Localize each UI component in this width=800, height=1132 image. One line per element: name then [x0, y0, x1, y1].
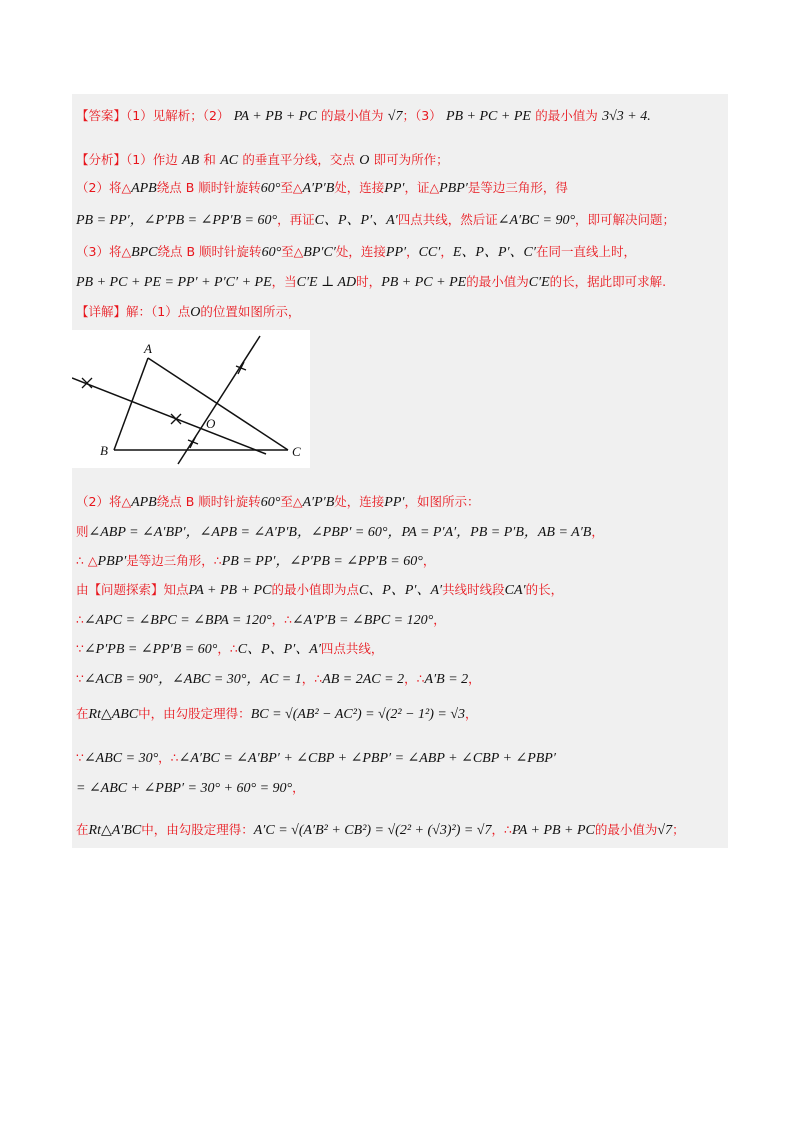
part2-line-7 — [76, 669, 481, 690]
part2-text: 的最小值即为点 — [271, 582, 359, 597]
part2-text: ∵ — [76, 750, 84, 765]
part2-text: 共线时线段 — [442, 582, 505, 597]
answer-expr-2: PB + PC + PE — [445, 109, 531, 124]
math-expr: Rt△ABC — [88, 707, 139, 722]
analysis-text: ， — [440, 244, 453, 259]
analysis-text: ， — [406, 244, 419, 259]
part2-text: ，∴ — [271, 612, 293, 627]
math-expr: APB — [131, 181, 157, 196]
detail-line-1 — [76, 302, 300, 323]
math-expr: ∠A′P′B = ∠BPC = 120° — [292, 613, 434, 628]
math-expr: CA′ — [504, 583, 526, 598]
math-expr: ∠A′BC = 90° — [497, 213, 576, 228]
part2-line-4 — [76, 580, 563, 601]
answer-expr-1: PA + PB + PC — [233, 109, 317, 124]
math-expr: PB + PC + PE = PP′ + P′C′ + PE — [76, 275, 272, 290]
part2-text: （2）将△ — [76, 494, 132, 509]
math-expr: PP′ — [385, 245, 407, 260]
math-expr: C′E ⊥ AD — [296, 275, 357, 290]
part2-text: ，∴ — [404, 671, 425, 686]
part2-text: 的长， — [525, 582, 564, 597]
analysis-line-1 — [76, 150, 449, 171]
part2-text: 绕点 B 顺时针旋转 — [156, 494, 261, 509]
math-expr: BC = √(AB² − AC²) = √(2² − 1²) = √3 — [250, 707, 466, 722]
analysis-text: 和 — [203, 152, 216, 167]
analysis-text: 的垂直平分线，交点 — [242, 152, 355, 167]
part2-line-9 — [76, 748, 556, 769]
detail-text: 解：（1）点 — [126, 304, 191, 319]
math-expr: PP′ — [384, 495, 405, 510]
analysis-text: ，再证 — [277, 212, 315, 227]
math-expr: ∠A′BC = ∠A′BP′ + ∠CBP + ∠PBP′ = ∠ABP + ∠CBP + ∠PBP′ — [178, 751, 556, 766]
math-o: O — [190, 305, 201, 320]
math-expr: CC′ — [418, 245, 441, 260]
math-expr: A′P′B — [302, 495, 335, 510]
analysis-text: （3）将△ — [76, 244, 132, 259]
answer-text-4: 的最小值为 — [535, 108, 598, 123]
math-expr: ∠APC = ∠BPC = ∠BPA = 120° — [83, 613, 272, 628]
analysis-text: 时， — [356, 274, 382, 289]
part2-line-3 — [76, 551, 435, 572]
analysis-tag: 【分析】 — [76, 152, 127, 167]
math-expr: BPC — [131, 245, 158, 260]
math-ac: AC — [220, 153, 239, 168]
part2-text: ∴ — [76, 612, 84, 627]
analysis-text: ，证△ — [404, 180, 440, 195]
solution-panel — [72, 94, 728, 848]
part2-text: 在 — [76, 706, 89, 721]
arc-mark — [190, 436, 196, 448]
side-ab — [114, 358, 148, 450]
math-ab: AB — [182, 153, 200, 168]
math-expr: ∠ACB = 90°，∠ABC = 30°，AC = 1 — [83, 672, 302, 687]
math-expr: APB — [131, 495, 157, 510]
part2-text: 四点共线， — [320, 641, 384, 656]
answer-value-2: 3√3 + 4 — [602, 109, 648, 124]
analysis-text: ，即可解决问题； — [575, 212, 676, 227]
part2-text: ∵ — [76, 641, 84, 656]
answer-text-2: 的最小值为 — [320, 108, 384, 123]
part2-text: ，∴ — [301, 671, 323, 686]
analysis-text: （2）将△ — [76, 180, 132, 195]
math-expr: PB = PP′，∠P′PB = ∠PP′B = 60° — [76, 213, 278, 228]
part2-text: ， — [292, 780, 305, 795]
math-expr: C、P、P′、A′ — [237, 642, 321, 657]
part2-line-10 — [76, 778, 305, 799]
analysis-text: 至△ — [281, 244, 304, 259]
math-expr: 60° — [260, 181, 281, 196]
analysis-line-3 — [76, 210, 675, 231]
answer-text-3: ；（3） — [402, 108, 442, 123]
math-expr: C、P、P′、A′ — [358, 583, 443, 598]
geometry-figure — [72, 330, 310, 468]
analysis-line-4 — [76, 242, 636, 263]
analysis-line-2 — [76, 178, 568, 199]
analysis-text: 即可为所作； — [373, 152, 449, 167]
answer-end: . — [647, 109, 651, 124]
math-expr: PBP′ — [439, 181, 468, 196]
part2-text: ∴ △ — [76, 553, 98, 568]
analysis-text: 绕点 B 顺时针旋转 — [157, 244, 262, 259]
analysis-text: 的最小值为 — [466, 274, 529, 289]
part2-text: 中，由勾股定理得： — [141, 822, 254, 837]
answer-line — [76, 106, 651, 127]
part2-text: ，∴ — [158, 750, 179, 765]
analysis-text: 处，连接 — [334, 180, 385, 195]
label-c: C — [292, 444, 301, 459]
triangle-diagram — [72, 330, 310, 468]
analysis-text: 绕点 B 顺时针旋转 — [156, 180, 261, 195]
analysis-text: （1）作边 — [126, 152, 178, 167]
part2-text: 至△ — [280, 494, 303, 509]
analysis-text: 是等边三角形，得 — [467, 180, 568, 195]
math-expr: = ∠ABC + ∠PBP′ = 30° + 60° = 90° — [76, 781, 293, 796]
analysis-text: 在同一直线上时， — [535, 244, 636, 259]
part2-text: 由【问题探索】知点 — [76, 582, 189, 597]
math-expr: AB = 2AC = 2 — [322, 672, 405, 687]
math-o: O — [359, 153, 370, 168]
answer-value-1: √7 — [387, 109, 403, 124]
math-expr: 60° — [260, 495, 281, 510]
part2-text: ， — [422, 553, 436, 568]
part2-text: ∵ — [76, 671, 84, 686]
math-expr: BP′C′ — [303, 245, 336, 260]
analysis-text: 的长，据此即可求解. — [549, 274, 667, 289]
analysis-text: 处，连接 — [335, 244, 386, 259]
label-b: B — [100, 443, 108, 458]
analysis-text: ，当 — [271, 274, 297, 289]
math-expr: ∠ABC = 30° — [83, 751, 159, 766]
math-expr: √7 — [657, 823, 673, 838]
math-expr: C′E — [528, 275, 550, 290]
part2-text: ，∴ — [217, 641, 238, 656]
answer-text-1: （1）见解析；（2） — [126, 108, 230, 123]
answer-tag: 【答案】 — [76, 108, 127, 123]
part2-line-8 — [76, 704, 478, 725]
math-expr: A′B = 2 — [424, 672, 469, 687]
math-expr: Rt△A′BC — [88, 823, 142, 838]
math-expr: PA + PB + PC — [511, 823, 595, 838]
part2-text: 处，连接 — [334, 494, 385, 509]
part2-text: ， — [591, 524, 604, 539]
part2-text: 中，由勾股定理得： — [138, 706, 251, 721]
bisector-ac — [178, 336, 260, 464]
detail-tag: 【详解】 — [76, 304, 127, 319]
detail-text: 的位置如图所示， — [200, 304, 301, 319]
part2-text: 则 — [76, 524, 89, 539]
analysis-text: 四点共线，然后证 — [397, 212, 498, 227]
math-expr: PB = PP′，∠P′PB = ∠PP′B = 60° — [221, 554, 423, 569]
part2-text: ，∴ — [491, 822, 512, 837]
part2-text: ； — [672, 822, 685, 837]
part2-text: ， — [465, 706, 478, 721]
math-expr: PBP′ — [97, 554, 127, 569]
math-expr: PB + PC + PE — [381, 275, 467, 290]
side-ac — [148, 358, 288, 450]
part2-line-6 — [76, 639, 383, 660]
math-expr: ∠ABP = ∠A′BP′，∠APB = ∠A′P′B，∠PBP′ = 60°，PA = P′A′，PB = P′B，AB = A′B — [88, 525, 592, 540]
part2-text: ， — [433, 612, 446, 627]
math-expr: A′C = √(A′B² + CB²) = √(2² + (√3)²) = √7 — [253, 823, 492, 838]
math-expr: ∠P′PB = ∠PP′B = 60° — [83, 642, 218, 657]
part2-line-2 — [76, 522, 604, 543]
part2-text: 在 — [76, 822, 89, 837]
part2-text: ， — [468, 671, 481, 686]
analysis-line-5 — [76, 272, 666, 293]
math-expr: C、P、P′、A′ — [314, 213, 398, 228]
label-o: O — [206, 416, 216, 431]
part2-line-5 — [76, 610, 446, 631]
part2-text: 的最小值为 — [594, 822, 658, 837]
math-expr: PP′ — [384, 181, 405, 196]
part2-text: 是等边三角形，∴ — [126, 553, 222, 568]
part2-line-11 — [76, 820, 685, 841]
math-expr: A′P′B — [302, 181, 335, 196]
math-expr: 60° — [261, 245, 282, 260]
part2-text: ，如图所示： — [404, 494, 480, 509]
math-expr: E、P、P′、C′ — [452, 245, 536, 260]
part2-line-1 — [76, 492, 479, 513]
label-a: A — [144, 341, 152, 356]
math-expr: PA + PB + PC — [188, 583, 272, 598]
analysis-text: 至△ — [280, 180, 303, 195]
